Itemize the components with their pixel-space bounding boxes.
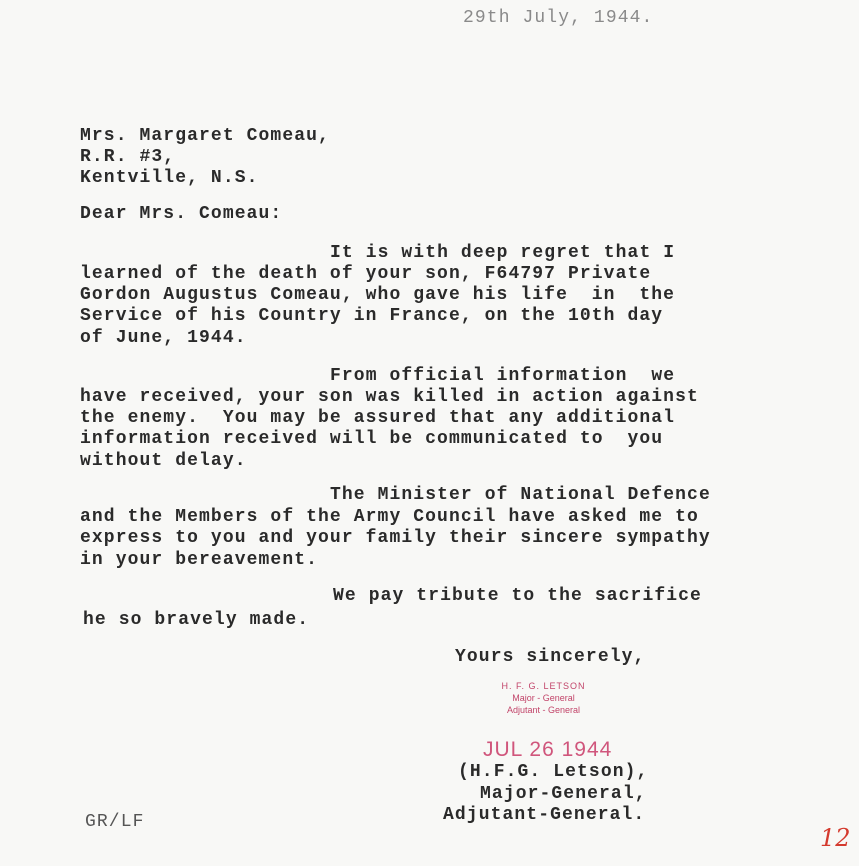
signature-rank: Major-General, [480, 784, 647, 804]
closing: Yours sincerely, [455, 647, 646, 667]
text-line: The Minister of National Defence [330, 485, 711, 505]
text-line: We pay tribute to the sacrifice [333, 586, 702, 606]
text-line: It is with deep regret that I [330, 243, 676, 263]
salutation: Dear Mrs. Comeau: [80, 204, 283, 224]
reference-initials: GR/LF [85, 812, 145, 832]
address-line: Mrs. Margaret Comeau, [80, 126, 330, 146]
text-line: and the Members of the Army Council have asked me to [80, 507, 699, 527]
text-line: the enemy. You may be assured that any additional [80, 408, 676, 428]
text-line: From official information we [330, 366, 676, 386]
text-line: learned of the death of your son, F64797 Private [80, 264, 652, 284]
address-line: R.R. #3, [80, 147, 176, 167]
text-line: have received, your son was killed in action against [80, 387, 699, 407]
stamp-title: Adjutant - General [506, 705, 581, 715]
text-line: he so bravely made. [83, 610, 310, 630]
text-line: express to you and your family their sincere sympathy [80, 528, 711, 548]
text-line: without delay. [80, 451, 247, 471]
name-stamp [486, 680, 601, 716]
text-line: Service of his Country in France, on the 10th day [80, 306, 664, 326]
stamp-name: H. F. G. LETSON [501, 681, 586, 691]
date-stamp: JUL 26 1944 [483, 738, 613, 761]
text-line: information received will be communicated to you [80, 429, 664, 449]
signature-title: Adjutant-General. [443, 805, 646, 825]
text-line: in your bereavement. [80, 550, 319, 570]
stamp-rank: Major - General [512, 693, 575, 703]
signature-name: (H.F.G. Letson), [458, 762, 649, 782]
page-number: 12 [820, 824, 851, 852]
text-line: Gordon Augustus Comeau, who gave his life in the [80, 285, 676, 305]
text-line: of June, 1944. [80, 328, 247, 348]
letter-date: 29th July, 1944. [463, 8, 654, 28]
address-line: Kentville, N.S. [80, 168, 259, 188]
